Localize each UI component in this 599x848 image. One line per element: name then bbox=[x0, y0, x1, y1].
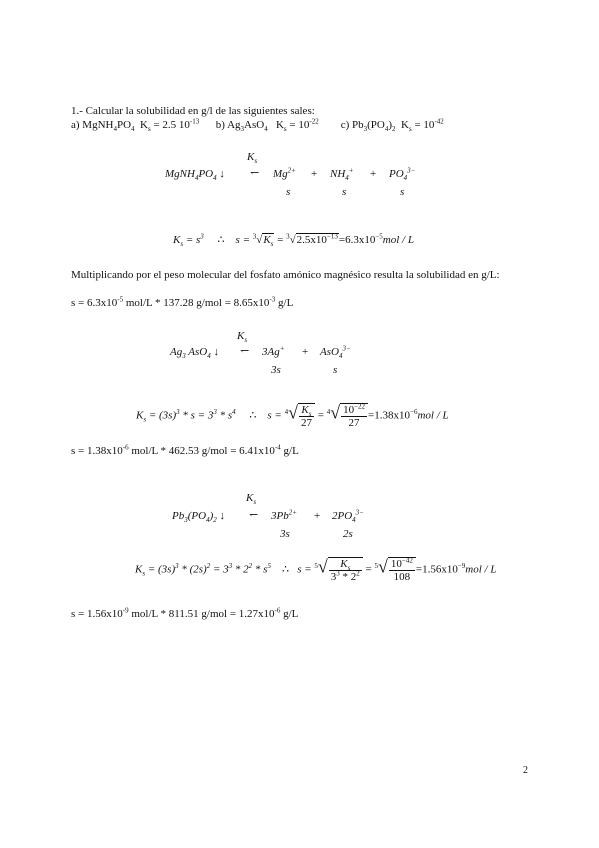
eq1-product-3: $PO_4^{3-}$ bbox=[389, 166, 416, 183]
eq3-ks-over-arrow: $K_s$ bbox=[246, 492, 257, 507]
eq1-ks-over-arrow: $K_s$ bbox=[247, 151, 258, 166]
eq1-s-3: s bbox=[400, 186, 405, 198]
problem-title: 1.- Calcular la solubilidad en g/l de las siguientes sales: bbox=[71, 105, 315, 117]
equation-1-solution: $K_s = s^3$ ∴ $s = ^3√K_s = ^3√2.5x10^{-13}=6.3x10^{-5}mol / L$ bbox=[173, 232, 414, 249]
eq1-product-2: $NH_4^+$ bbox=[330, 166, 354, 183]
eq1-plus-2: + bbox=[370, 168, 377, 180]
problem-parts bbox=[71, 117, 444, 134]
eq3-s-2: 2s bbox=[343, 528, 353, 540]
eq1-s-2: s bbox=[342, 186, 347, 198]
calc-2: $s = 1.38x10^{-6}$ mol/L * 462.53 $g/mol = 6.41x10^{-4}$ g/L bbox=[71, 443, 299, 457]
explanation-text: Multiplicando por el peso molecular del fosfato amónico magnésico resulta la solubilidad en g/L: bbox=[71, 269, 500, 281]
eq3-product-1: $3Pb^{2+}$ bbox=[271, 508, 297, 522]
eq1-equilibrium-arrow: ↽ bbox=[250, 167, 260, 179]
eq2-ks-over-arrow: $K_s$ bbox=[237, 330, 248, 345]
eq1-reactant: $MgNH_4PO_4$ ↓ bbox=[165, 168, 225, 183]
eq2-plus-1: + bbox=[302, 346, 309, 358]
eq2-s-1: 3s bbox=[271, 364, 281, 376]
page-number: 2 bbox=[523, 765, 528, 776]
eq1-s-1: s bbox=[286, 186, 291, 198]
eq2-reactant: $Ag_3$ AsO$_4$ ↓ bbox=[170, 346, 219, 361]
equation-3-solution: $K_s = (3s)^3 * (2s)^2 = 3^3 * 2^2 * s^5$ ∴ s = $^5$√ $\frac{K_s}{3^3 * 2^2}$ = $^5$√ $\frac{10^{-42}}{108}$ $=1.56x10^{-9}mol / L$ bbox=[135, 556, 497, 583]
eq3-product-2: $2PO_4^{3-}$ bbox=[332, 508, 364, 525]
part-b: b) $Ag_3AsO_4$ $K_s = 10^{-22}$ bbox=[215, 117, 319, 134]
part-c: c) $Pb_3(PO_4)_2$ $K_s = 10^{-42}$ bbox=[340, 117, 444, 134]
eq3-reactant: $Pb_3(PO_4)_2$ ↓ bbox=[172, 510, 225, 525]
eq1-plus-1: + bbox=[311, 168, 318, 180]
eq1-product-1: $Mg^{2+}$ bbox=[273, 166, 296, 180]
eq2-product-2: AsO$_4^{3-}$ bbox=[320, 344, 351, 361]
eq2-s-2: s bbox=[333, 364, 338, 376]
eq2-product-1: 3Ag+ bbox=[262, 344, 285, 358]
eq3-plus-1: + bbox=[314, 510, 321, 522]
part-a: a) $MgNH_4PO_4$ $K_s = 2.5$ $10^{-13}$ bbox=[71, 117, 200, 134]
eq3-s-1: 3s bbox=[280, 528, 290, 540]
calc-1: $s = 6.3x10^{-5}$ mol/L * 137.28 $g/mol = 8.65x10^{-3}$ g/L bbox=[71, 295, 294, 309]
equation-2-solution: $K_s = (3s)^3 * s = 3^3 * s^4$ ∴ s = $^4$√ $\frac{K_s}{27}$ = $^4$√ $\frac{10^{-22}}{27}$ $=1.38x10^{-6}mol / L$ bbox=[136, 402, 449, 429]
calc-3: $s = 1.56x10^{-9}$ mol/L * 811.51 $g/mol = 1.27x10^{-6}$ g/L bbox=[71, 606, 299, 620]
eq3-equilibrium-arrow: ↽ bbox=[249, 509, 259, 521]
eq2-equilibrium-arrow: ↽ bbox=[240, 345, 250, 357]
